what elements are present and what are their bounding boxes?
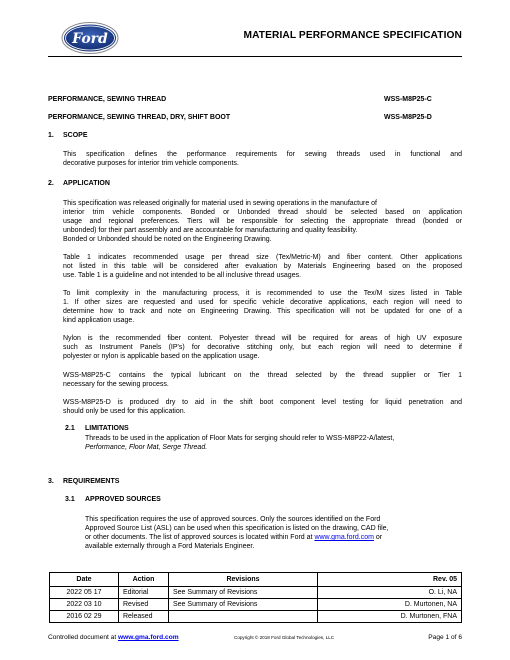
copyright-notice: Copyright © 2018 Ford Global Technologies, LLC: [234, 635, 335, 640]
page-footer: [48, 634, 462, 644]
application-paragraph-5: WSS-M8P25-C contains the typical lubricant on the thread selected by the thread supplier or Tier 1 necessary for the sewing process.: [63, 372, 462, 388]
scope-paragraph: This specification defines the performance requirements for sewing threads used in functional and decorative purposes for interior trim vehicle components.: [63, 151, 462, 167]
spec-code: WSS-M8P25-C: [384, 96, 432, 103]
spec-row-c: [48, 96, 462, 103]
table-row: 2016 02 29 Released D. Murtonen, FNA: [50, 611, 462, 623]
section-heading-requirements: 3. REQUIREMENTS: [48, 478, 120, 485]
header-divider: [48, 56, 462, 57]
application-paragraph-1: This specification was released originally for material used in sewing operations in the manufacture of interior trim vehicle components. Bonded or Unbonded thread should be selected based on application usage and regional preferences. Tiers will be responsible for selecting the appropriate thread (bonded or unbonded) for their part assembly and are accountable for manufacturing and quality feasibility. Bonded or Unbonded should be noted on the Engineering Drawing.: [63, 200, 462, 243]
table-row: 2022 05 17 Editorial See Summary of Revisions O. Li, NA: [50, 587, 462, 599]
subsection-heading-limitations: 2.1 LIMITATIONS: [65, 425, 129, 432]
header-revisions: Revisions: [169, 573, 318, 587]
approved-sources-paragraph: This specification requires the use of approved sources. Only the sources identified on the Ford Approved Source List (ASL) can be used when this specification is listed on the drawing, CAD file, or other documents. The list of approved sources is located within Ford at www.gma.ford.com or available externally through a Ford Materials Engineer.: [85, 516, 389, 550]
controlled-document-note: Controlled document at www.gma.ford.com: [48, 634, 179, 641]
application-paragraph-2: Table 1 indicates recommended usage per thread size (Tex/Metric-M) and fiber content. Other applications not listed in this table will be considered after evaluation by Materials Engineering based on the proposed use. Table 1 is a guideline and not intended to be all inclusive thread usages.: [63, 254, 462, 279]
table-row: 2022 03 10 Revised See Summary of Revisions D. Murtonen, NA: [50, 599, 462, 611]
section-heading-scope: 1. SCOPE: [48, 132, 88, 139]
application-paragraph-3: To limit complexity in the manufacturing process, it is recommended to use the Tex/M sizes listed in Table 1. If other sizes are requested and used for specific vehicle decorative applications, each region will need to determine how to track and note on Engineering Drawing. This specification will not be updated for one of a kind application usage.: [63, 290, 462, 324]
header-date: Date: [50, 573, 119, 587]
spec-name: PERFORMANCE, SEWING THREAD, DRY, SHIFT BOOT: [48, 114, 231, 121]
page-number: Page 1 of 6: [428, 634, 462, 641]
ford-logo: [61, 21, 119, 55]
revision-table: [49, 572, 462, 623]
spec-name: PERFORMANCE, SEWING THREAD: [48, 96, 167, 103]
section-heading-application: 2. APPLICATION: [48, 180, 110, 187]
limitations-paragraph: Threads to be used in the application of Floor Mats for serging should refer to WSS-M8P22-A/latest, Performance, Floor Mat, Serge Thread.: [85, 435, 395, 451]
application-paragraph-4: Nylon is the recommended fiber content. Polyester thread will be required for areas of high UV exposure such as Instrument Panels (IP's) for decorative stitching only, but each region will need to determine if polyester or nylon is applicable based on the application usage.: [63, 335, 462, 360]
gma-ford-link[interactable]: www.gma.ford.com: [314, 534, 374, 541]
application-paragraph-6: WSS-M8P25-D is produced dry to aid in the shift boot component level testing for liquid penetration and should only be used for this application.: [63, 399, 462, 415]
ford-logo-text: Ford: [72, 31, 108, 47]
spec-code: WSS-M8P25-D: [384, 114, 432, 121]
footer-gma-link[interactable]: www.gma.ford.com: [118, 634, 179, 641]
page-title: MATERIAL PERFORMANCE SPECIFICATION: [243, 30, 462, 41]
subsection-heading-approved-sources: 3.1 APPROVED SOURCES: [65, 496, 161, 503]
spec-row-d: [48, 114, 462, 121]
header-rev-number: Rev. 05: [318, 573, 462, 587]
revision-table-header: [50, 573, 462, 587]
header-action: Action: [119, 573, 169, 587]
